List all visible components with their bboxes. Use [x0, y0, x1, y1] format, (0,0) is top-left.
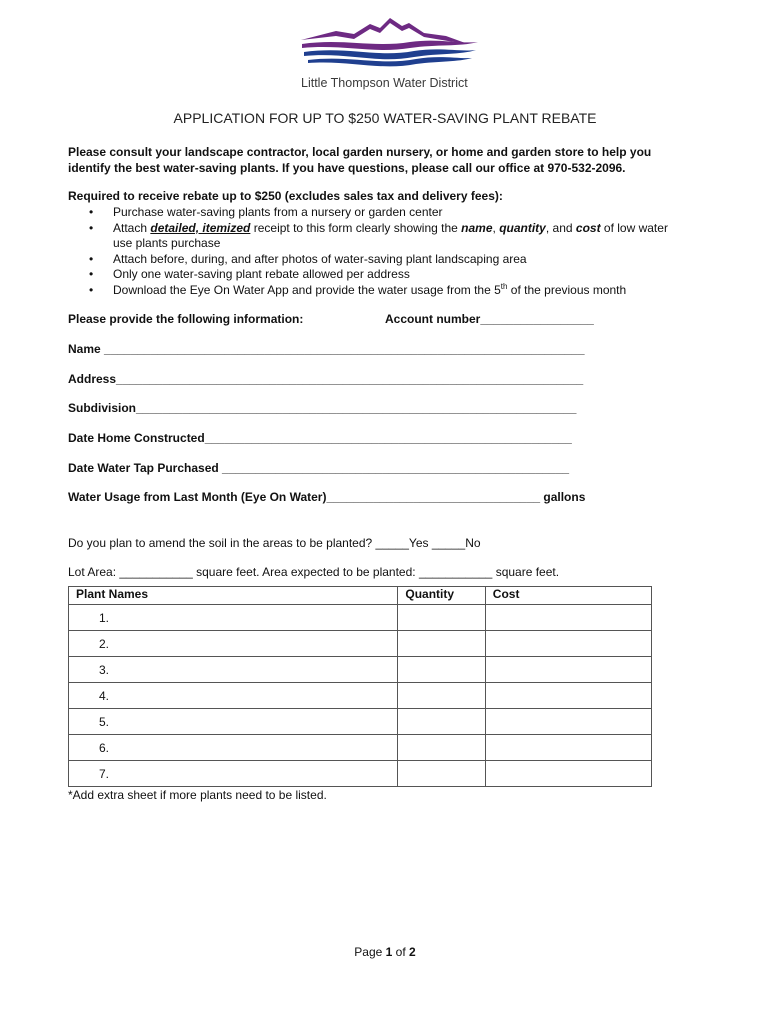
- requirements-list: [68, 205, 708, 298]
- list-item: • Attach before, during, and after photos of water-saving plant landscaping area: [89, 251, 527, 266]
- mountain-water-logo-icon: [298, 14, 483, 76]
- table-row[interactable]: 7.: [69, 761, 652, 787]
- form-title: APPLICATION FOR UP TO $250 WATER-SAVING PLANT REBATE: [173, 110, 597, 126]
- org-name: Little Thompson Water District: [301, 76, 468, 90]
- table-row[interactable]: 3.: [69, 657, 652, 683]
- intro-paragraph: [68, 144, 708, 176]
- list-item: • Download the Eye On Water App and provide the water usage from the 5th of the previous month: [89, 281, 627, 297]
- intro-line-2: identify the best water-saving plants. If you have questions, please call our office at 970-532-2096.: [68, 161, 626, 175]
- date-constructed-field[interactable]: Date Home Constructed_______________________________________________________: [68, 431, 572, 445]
- bullet-icon: •: [89, 251, 94, 266]
- bullet-icon: •: [89, 220, 94, 235]
- col-quantity: Quantity: [398, 587, 485, 605]
- bullet-icon: •: [89, 267, 94, 281]
- page-number: Page 1 of 2: [354, 945, 416, 959]
- list-item: • Attach detailed, itemized receipt to this form clearly showing the name, quantity, and cost of low water use plants purchase: [89, 220, 668, 250]
- table-row[interactable]: 4.: [69, 683, 652, 709]
- list-item: • Only one water-saving plant rebate allowed per address: [89, 267, 410, 281]
- account-number-field[interactable]: Account number_________________: [385, 312, 594, 326]
- district-logo: [298, 14, 483, 92]
- tap-purchased-field[interactable]: Date Water Tap Purchased ____________________________________________________: [68, 461, 570, 475]
- bullet-icon: •: [89, 205, 94, 219]
- lot-area-question[interactable]: Lot Area: ___________ square feet. Area expected to be planted: ___________ square feet.: [68, 565, 560, 579]
- list-item: • Purchase water-saving plants from a nursery or garden center: [89, 205, 443, 219]
- subdivision-field[interactable]: Subdivision__________________________________________________________________: [68, 401, 577, 415]
- col-cost: Cost: [485, 587, 651, 605]
- plants-table: [68, 586, 652, 787]
- name-field[interactable]: Name ________________________________________________________________________: [68, 342, 585, 356]
- soil-amend-question[interactable]: Do you plan to amend the soil in the areas to be planted? _____Yes _____No: [68, 536, 481, 550]
- table-header-row: [69, 587, 652, 605]
- requirements-heading: Required to receive rebate up to $250 (excludes sales tax and delivery fees):: [68, 189, 503, 203]
- table-row[interactable]: 2.: [69, 631, 652, 657]
- info-heading: Please provide the following information:: [68, 312, 304, 326]
- address-field[interactable]: Address______________________________________________________________________: [68, 372, 584, 386]
- water-usage-field[interactable]: Water Usage from Last Month (Eye On Water)________________________________ gallons: [68, 490, 586, 504]
- intro-line-1: Please consult your landscape contractor, local garden nursery, or home and garden store to help you: [68, 145, 652, 159]
- table-row[interactable]: 1.: [69, 605, 652, 631]
- table-row[interactable]: 6.: [69, 735, 652, 761]
- bullet-icon: •: [89, 282, 94, 297]
- extra-sheet-note: *Add extra sheet if more plants need to be listed.: [68, 788, 327, 802]
- table-row[interactable]: 5.: [69, 709, 652, 735]
- col-plant-names: Plant Names: [69, 587, 398, 605]
